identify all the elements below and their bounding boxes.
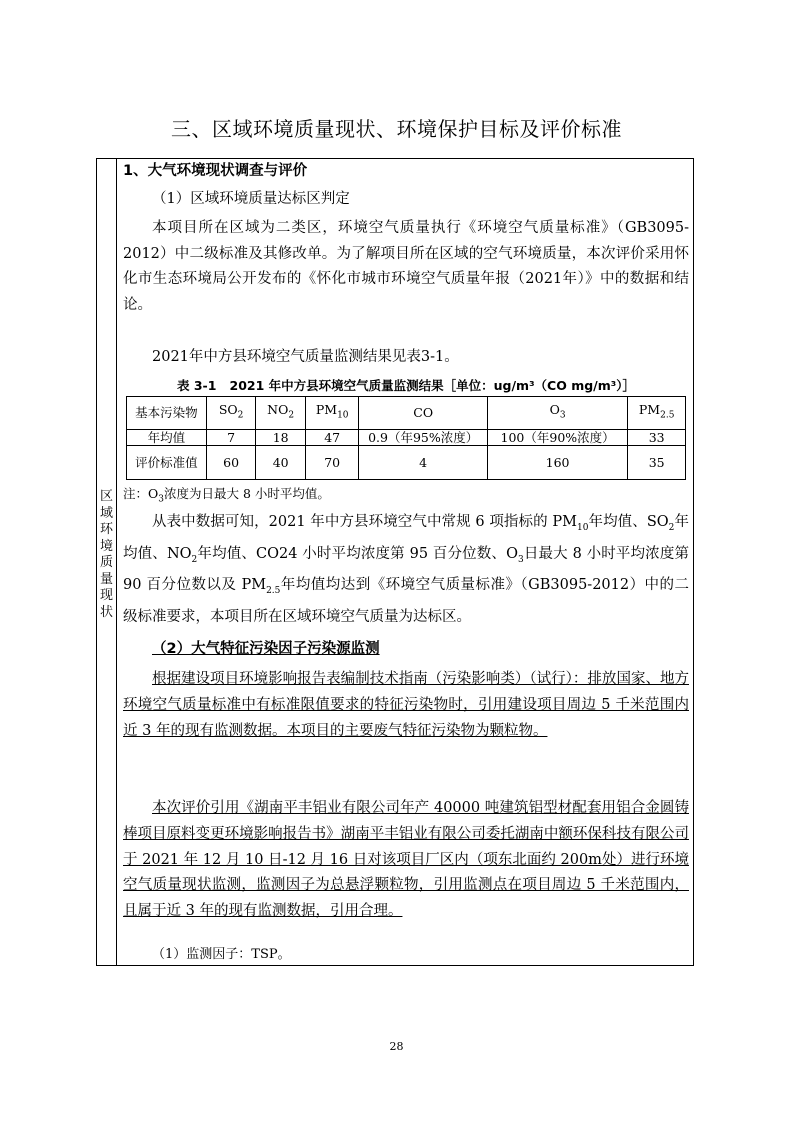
table-cell: 4 [359,446,487,480]
table-caption [123,376,689,394]
table-caption-text: 2021 年中方县环境空气质量监测结果［单位：ug/m³（CO mg/m³）］ [229,378,635,393]
table-header-cell: 基本污染物 [127,397,207,430]
section1-subheading: （1）区域环境质量达标区判定 [152,191,350,207]
table-header-row [127,397,686,430]
analysis-paragraph: 从表中数据可知，2021 年中方县环境空气中常规 6 项指标的 $PM_{10}$年均值、$SO_2$年均值、$NO_2$年均值、CO24 小时平均浓度第 95 百分位数、$O_3$日最大 8 小时平均浓度第 90 百分位数以及 $PM_{2.5}$年均值均达到《环境空气质量标准》（GB3095-2012）中的二级标准要求，本项目所在区域环境空气质量为达标区。 [123,514,689,626]
table-cell: 18 [256,430,306,446]
table-cell: 40 [256,446,306,480]
section2-paragraph-3: （1）监测因子：TSP。 [152,947,291,962]
content-frame [96,158,694,966]
section1-paragraph-1: 本项目所在区域为二类区，环境空气质量执行《环境空气质量标准》（GB3095-2012）中二级标准及其修改单。为了解项目所在区域的空气环境质量，本次评价采用怀化市生态环境局公开发布的《怀化市城市环境空气质量年报（2021年）》中的数据和结论。 [123,220,689,313]
table-header-cell: $NO_2$ [256,397,306,430]
table-header-cell: $SO_2$ [206,397,256,430]
table-cell: 160 [487,446,628,480]
table-cell: 35 [628,446,686,480]
section1-paragraph-2: 2021年中方县环境空气质量监测结果见表3-1。 [152,349,459,365]
side-column [97,159,117,965]
table-header-cell: $O_3$ [487,397,628,430]
section2-paragraph-2: 本次评价引用《湖南平丰铝业有限公司年产 40000 吨建筑铝型材配套用铝合金圆铸棒项目原料变更环境影响报告书》湖南平丰铝业有限公司委托湖南中额环保科技有限公司于 2021 年 12 月 10 日-12 月 16 日对该项目厂区内（项东北面约 200m处）进行环境空气质量现状监测，监测因子为总悬浮颗粒物，引用监测点在项目周边 5 千米范围内，且属于近 3 年的现有监测数据，引用合理。 [123,800,689,920]
table-cell: 100（年90%浓度） [487,430,628,446]
side-label: 区域环境质量现状 [99,489,113,620]
table-header-cell: $PM_{2.5}$ [628,397,686,430]
page-title: 三、区域环境质量现状、环境保护目标及评价标准 [171,117,622,141]
table-header-cell: $PM_{10}$ [305,397,359,430]
table-cell: 33 [628,430,686,446]
table-caption-label: 表 3-1 [177,378,217,393]
table-header-cell: CO [359,397,487,430]
table-cell: 70 [305,446,359,480]
table-cell: 年均值 [127,430,207,446]
table-cell: 0.9（年95%浓度） [359,430,487,446]
section2-paragraph-1: 根据建设项目环境影响报告表编制技术指南（污染影响类）（试行）：排放国家、地方环境空气质量标准中有标准限值要求的特征污染物时，引用建设项目周边 5 千米范围内近 3 年的现有监测数据。本项目的主要废气特征污染物为颗粒物。 [123,671,689,739]
table-note: 注：$O_3$浓度为日最大 8 小时平均值。 [123,486,330,505]
table-cell: 评价标准值 [127,446,207,480]
table-cell: 47 [305,430,359,446]
table-row [127,430,686,446]
section2-subheading: （2）大气特征污染因子污染源监测 [152,641,380,657]
section1-heading: 1、大气环境现状调查与评价 [123,163,308,179]
table-cell: 7 [206,430,256,446]
page-number: 28 [389,1040,404,1053]
table-row [127,446,686,480]
air-quality-table [126,396,686,480]
table-cell: 60 [206,446,256,480]
